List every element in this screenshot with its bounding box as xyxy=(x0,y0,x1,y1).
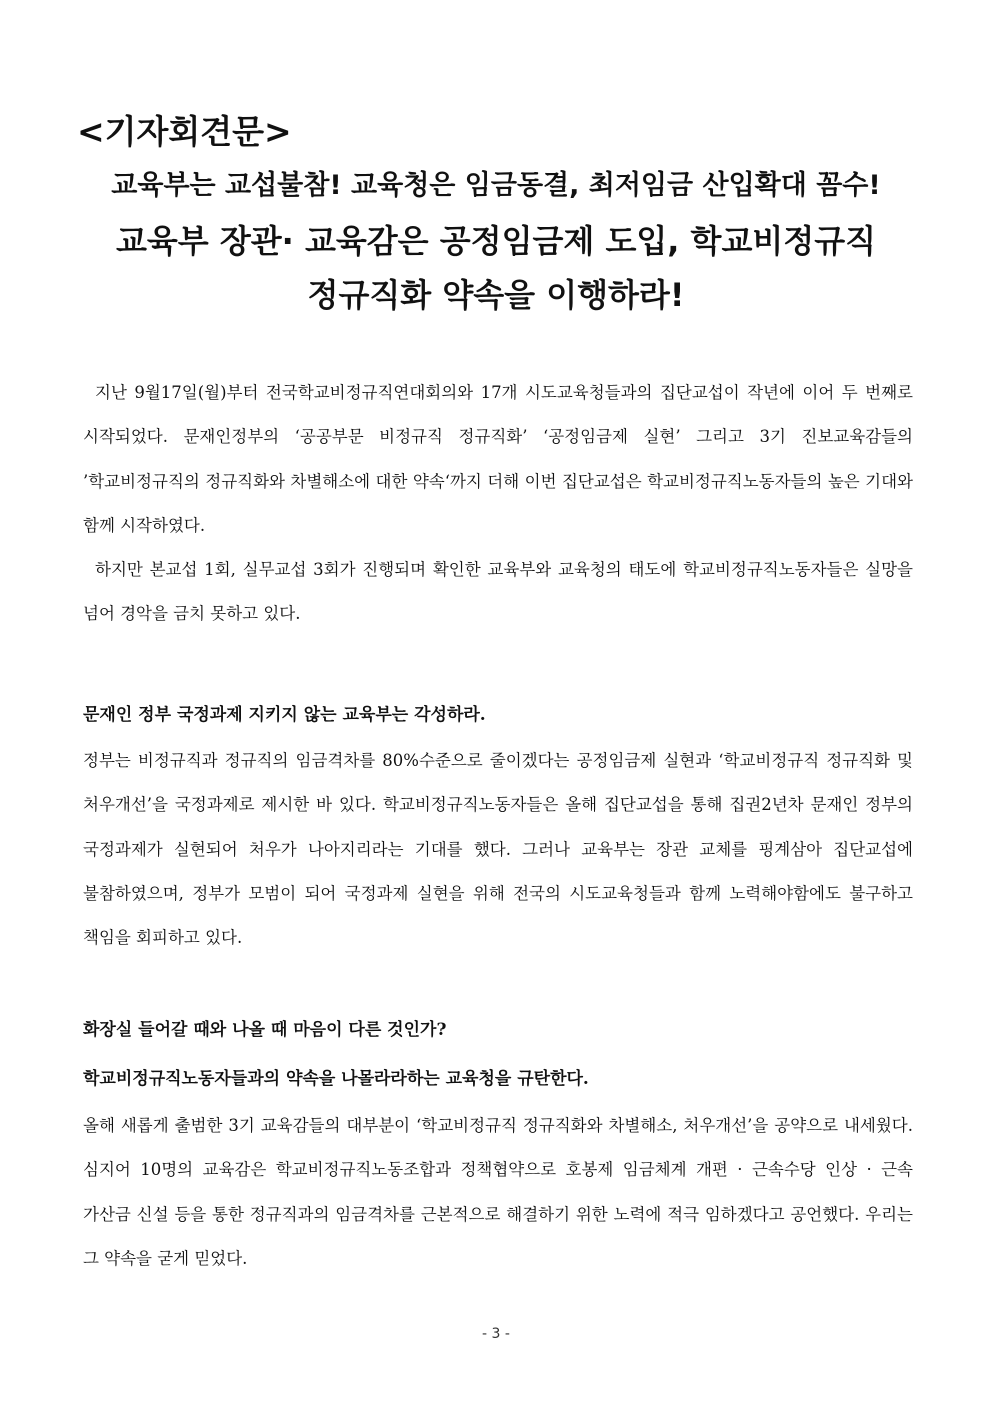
document-type-label: <기자회견문> xyxy=(77,112,292,151)
headline-line-2: 교육부 장관· 교육감은 공정임금제 도입, 학교비정규직 xyxy=(115,222,877,260)
section-1-body xyxy=(83,739,913,960)
intro-section xyxy=(83,371,913,637)
headline-line-3: 정규직화 약속을 이행하라! xyxy=(307,276,685,314)
headline-line-1: 교육부는 교섭불참! 교육청은 임금동결, 최저임금 산입확대 꼼수! xyxy=(111,170,881,201)
section-1-paragraph: 정부는 비정규직과 정규직의 임금격차를 80%수준으로 줄이겠다는 공정임금제 실현과 ‘학교비정규직 정규직화 및 처우개선’을 국정과제로 제시한 바 있다. 학교비정규직노동자들은 올해 집단교섭을 통해 집권2년차 문재인 정부의 국정과제가 실현되어 처우가 나아지리라는 기대를 했다. 그러나 교육부는 장관 교체를 핑계삼아 집단교섭에 불참하였으며, 정부가 모범이 되어 국정과제 실현을 위해 전국의 시도교육청들과 함께 노력해야함에도 불구하고 책임을 회피하고 있다. xyxy=(83,751,913,948)
section-1-title: 문재인 정부 국정과제 지키지 않는 교육부는 각성하라. xyxy=(83,705,486,725)
intro-paragraph-1: 지난 9월17일(월)부터 전국학교비정규직연대회의와 17개 시도교육청들과의 집단교섭이 작년에 이어 두 번째로 시작되었다. 문재인정부의 ‘공공부문 비정규직 정규직화’ ‘공정임금제 실현’ 그리고 3기 진보교육감들의 ’학교비정규직의 정규직화와 차별해소에 대한 약속‘까지 더해 이번 집단교섭은 학교비정규직노동자들의 높은 기대와 함께 시작하였다. xyxy=(83,383,913,535)
page-number: - 3 - xyxy=(482,1326,510,1342)
section-2-paragraph: 올해 새롭게 출범한 3기 교육감들의 대부분이 ‘학교비정규직 정규직화와 차별해소, 처우개선’을 공약으로 내세웠다. 심지어 10명의 교육감은 학교비정규직노동조합과 정책협약으로 호봉제 임금체계 개편 · 근속수당 인상 · 근속 가산금 신설 등을 통한 정규직과의 임금격차를 근본적으로 해결하기 위한 노력에 적극 임하겠다고 공언했다. 우리는 그 약속을 굳게 믿었다. xyxy=(83,1116,913,1268)
section-2-body xyxy=(83,1104,913,1281)
intro-paragraph-2: 하지만 본교섭 1회, 실무교섭 3회가 진행되며 확인한 교육부와 교육청의 태도에 학교비정규직노동자들은 실망을 넘어 경악을 금치 못하고 있다. xyxy=(83,560,913,624)
section-2-title-line-2: 학교비정규직노동자들과의 약속을 나몰라라하는 교육청을 규탄한다. xyxy=(83,1069,589,1089)
section-2-title-line-1: 화장실 들어갈 때와 나올 때 마음이 다른 것인가? xyxy=(83,1020,447,1040)
